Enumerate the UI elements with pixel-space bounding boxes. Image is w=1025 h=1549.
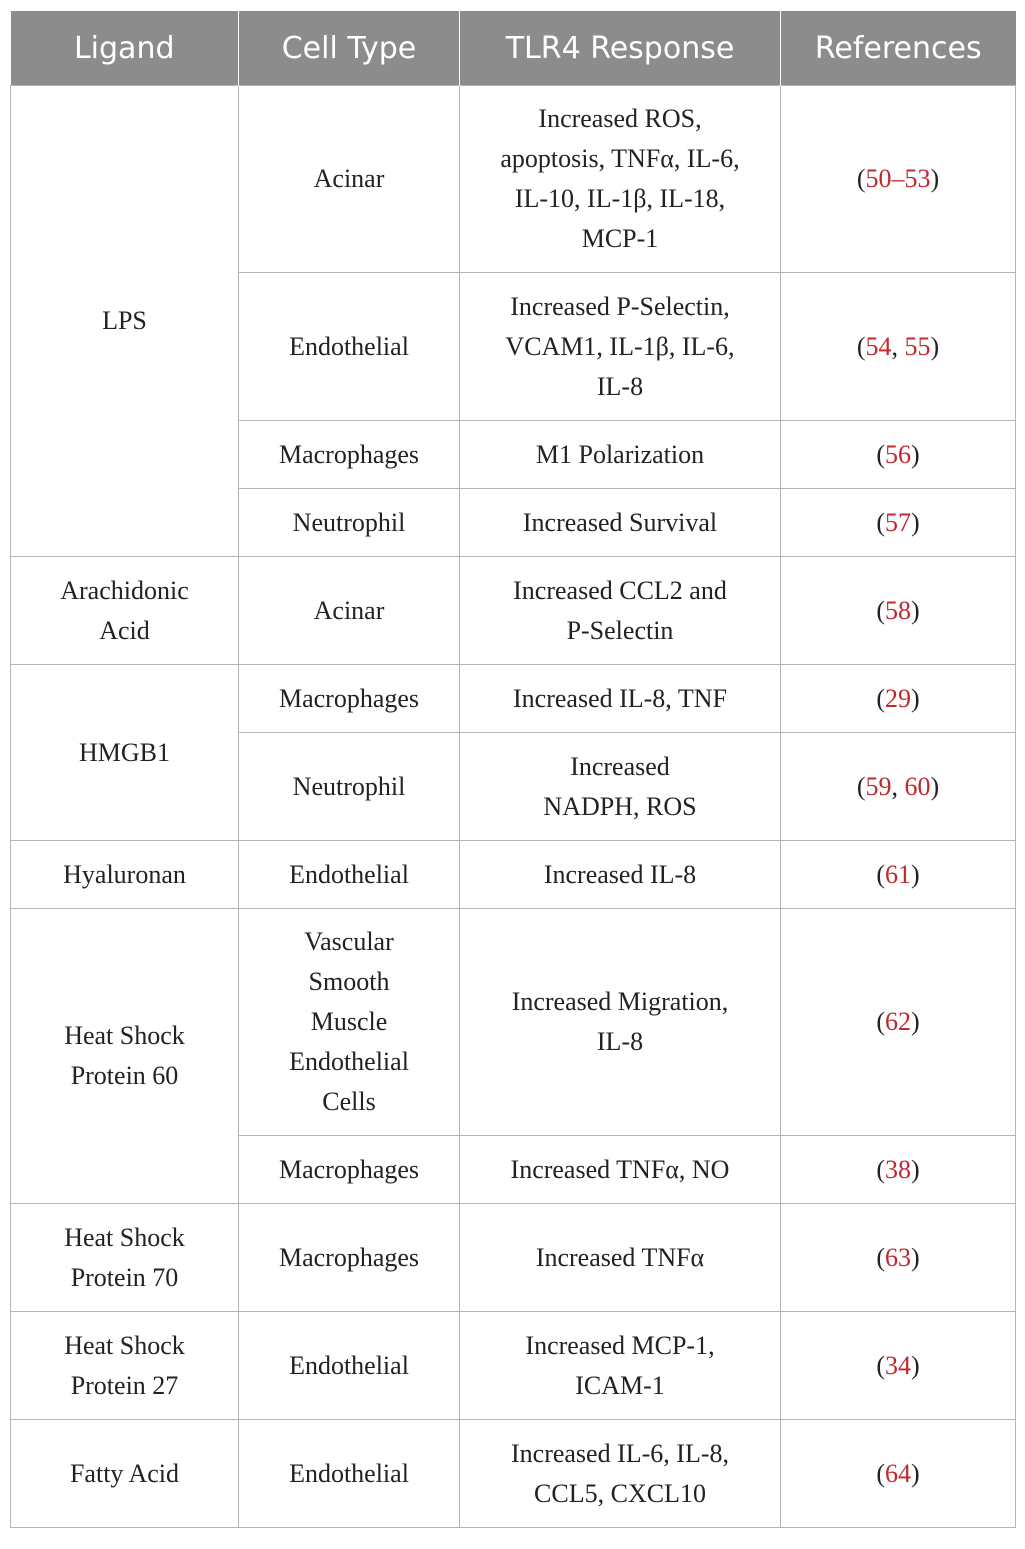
cell-type-cell xyxy=(239,1136,460,1204)
tlr4-response-cell xyxy=(460,909,781,1136)
reference-link[interactable]: 60 xyxy=(904,771,931,801)
cell-type-cell xyxy=(239,489,460,557)
reference-group: (62) xyxy=(876,1007,920,1036)
references-cell xyxy=(781,1312,1016,1420)
reference-link[interactable]: 29 xyxy=(885,683,911,713)
ligand-label-line: Protein 60 xyxy=(70,1061,179,1090)
reference-group: (57) xyxy=(876,507,920,537)
cell-type-line: Muscle xyxy=(310,1007,388,1036)
ligand-cell xyxy=(11,557,239,665)
references-cell xyxy=(781,841,1016,909)
reference-group: (58) xyxy=(876,595,920,625)
response-line: IL-10, IL-1β, IL-18, xyxy=(514,184,726,213)
table-row xyxy=(11,557,1016,665)
reference-link[interactable]: 50–53 xyxy=(865,164,931,193)
response-line: apoptosis, TNFα, IL-6, xyxy=(500,144,740,173)
response-line: Increased xyxy=(570,751,670,781)
table-row xyxy=(11,1312,1016,1420)
response-line: Increased ROS, xyxy=(538,104,702,133)
reference-link[interactable]: 54 xyxy=(865,331,892,361)
reference-link[interactable]: 62 xyxy=(885,1007,911,1036)
ligand-cell xyxy=(11,665,239,841)
cell-type-cell xyxy=(239,1312,460,1420)
header-row xyxy=(11,11,1016,86)
table-row xyxy=(11,1420,1016,1528)
reference-link[interactable]: 38 xyxy=(885,1154,911,1184)
references-cell xyxy=(781,1204,1016,1312)
header-tlr4-response: TLR4 Response xyxy=(460,11,781,86)
reference-link[interactable]: 64 xyxy=(885,1458,911,1488)
header-cell-type: Cell Type xyxy=(239,11,460,86)
response-line: IL-8 xyxy=(596,1027,644,1056)
references-cell xyxy=(781,1136,1016,1204)
references-cell xyxy=(781,489,1016,557)
response-line: MCP-1 xyxy=(581,224,659,253)
reference-link[interactable]: 59 xyxy=(865,771,892,801)
cell-type-line: Macrophages xyxy=(278,1242,420,1272)
tlr4-response-cell xyxy=(460,1420,781,1528)
ligand-label-line: Protein 70 xyxy=(70,1262,179,1292)
cell-type-cell xyxy=(239,273,460,421)
response-line: Increased MCP-1, xyxy=(525,1330,715,1360)
reference-link[interactable]: 58 xyxy=(885,595,911,625)
references-cell xyxy=(781,557,1016,665)
response-line: CCL5, CXCL10 xyxy=(534,1478,706,1508)
reference-group: (59, 60) xyxy=(856,771,940,801)
ligand-label: Hyaluronan xyxy=(63,859,186,889)
cell-type-line: Macrophages xyxy=(278,683,420,713)
ligand-cell xyxy=(11,1312,239,1420)
table-header xyxy=(11,11,1016,86)
response-line: Increased IL-6, IL-8, xyxy=(511,1438,729,1468)
table-row xyxy=(11,1204,1016,1312)
cell-type-cell xyxy=(239,1420,460,1528)
response-line: P-Selectin xyxy=(566,615,674,645)
reference-link[interactable]: 55 xyxy=(904,331,931,361)
ligand-label-line: Heat Shock xyxy=(64,1330,185,1360)
tlr4-response-cell xyxy=(460,665,781,733)
cell-type-line: Acinar xyxy=(313,164,385,193)
response-line: VCAM1, IL-1β, IL-6, xyxy=(505,331,735,361)
response-line: IL-8 xyxy=(596,371,644,401)
table-row xyxy=(11,909,1016,1136)
cell-type-line: Endothelial xyxy=(289,1047,409,1076)
reference-group: (34) xyxy=(876,1350,920,1380)
response-line: Increased IL-8 xyxy=(543,859,697,889)
reference-group: (54, 55) xyxy=(856,331,940,361)
ligand-label: HMGB1 xyxy=(78,737,170,767)
table-row xyxy=(11,665,1016,733)
references-cell xyxy=(781,86,1016,273)
ligand-cell xyxy=(11,86,239,557)
tlr4-response-cell xyxy=(460,1204,781,1312)
tlr4-response-cell xyxy=(460,1136,781,1204)
ligand-cell xyxy=(11,1420,239,1528)
response-line: ICAM-1 xyxy=(575,1370,665,1400)
cell-type-line: Macrophages xyxy=(278,439,420,469)
response-line: Increased IL-8, TNF xyxy=(513,683,727,713)
cell-type-line: Endothelial xyxy=(289,331,409,361)
header-references: References xyxy=(781,11,1016,86)
reference-link[interactable]: 63 xyxy=(885,1242,911,1272)
tlr4-response-cell xyxy=(460,86,781,273)
response-line: Increased P-Selectin, xyxy=(510,291,730,321)
ligand-cell xyxy=(11,1204,239,1312)
reference-group: (63) xyxy=(876,1242,920,1272)
cell-type-line: Endothelial xyxy=(289,859,409,889)
ligand-label-line: Arachidonic xyxy=(60,575,189,605)
cell-type-line: Vascular xyxy=(304,927,394,956)
cell-type-cell xyxy=(239,86,460,273)
ligand-label-line: Acid xyxy=(99,615,150,645)
cell-type-line: Neutrophil xyxy=(292,507,406,537)
table-row xyxy=(11,86,1016,273)
tlr4-response-cell xyxy=(460,733,781,841)
references-cell xyxy=(781,733,1016,841)
references-cell xyxy=(781,273,1016,421)
reference-link[interactable]: 34 xyxy=(885,1350,911,1380)
reference-group: (38) xyxy=(876,1154,920,1184)
tlr4-response-cell xyxy=(460,421,781,489)
response-line: Increased TNFα, NO xyxy=(510,1154,730,1184)
cell-type-line: Endothelial xyxy=(289,1350,409,1380)
cell-type-cell xyxy=(239,421,460,489)
cell-type-line: Endothelial xyxy=(289,1458,409,1488)
reference-group: (50–53) xyxy=(856,164,940,193)
ligand-label-line: Heat Shock xyxy=(64,1222,185,1252)
table-row xyxy=(11,841,1016,909)
cell-type-cell xyxy=(239,1204,460,1312)
reference-link[interactable]: 61 xyxy=(885,859,911,889)
reference-group: (64) xyxy=(876,1458,920,1488)
reference-group: (29) xyxy=(876,683,920,713)
references-cell xyxy=(781,1420,1016,1528)
response-line: Increased Migration, xyxy=(511,987,729,1016)
references-cell xyxy=(781,909,1016,1136)
reference-link[interactable]: 57 xyxy=(885,507,911,537)
response-line: Increased Survival xyxy=(522,507,718,537)
cell-type-cell xyxy=(239,665,460,733)
tlr4-response-cell xyxy=(460,557,781,665)
cell-type-cell xyxy=(239,733,460,841)
ligand-label: LPS xyxy=(102,306,147,335)
ligand-label: Fatty Acid xyxy=(69,1458,180,1488)
response-line: Increased CCL2 and xyxy=(513,575,727,605)
cell-type-cell xyxy=(239,909,460,1136)
references-cell xyxy=(781,665,1016,733)
cell-type-line: Cells xyxy=(322,1087,376,1116)
cell-type-cell xyxy=(239,557,460,665)
ligand-label-line: Heat Shock xyxy=(64,1021,185,1050)
tlr4-response-cell xyxy=(460,273,781,421)
cell-type-line: Macrophages xyxy=(278,1154,420,1184)
cell-type-line: Neutrophil xyxy=(292,771,406,801)
ligand-cell xyxy=(11,841,239,909)
tlr4-response-cell xyxy=(460,489,781,557)
response-line: NADPH, ROS xyxy=(543,791,697,821)
response-line: Increased TNFα xyxy=(535,1242,705,1272)
table-body xyxy=(11,86,1016,1528)
ligand-label-line: Protein 27 xyxy=(70,1370,179,1400)
references-cell xyxy=(781,421,1016,489)
tlr4-response-cell xyxy=(460,841,781,909)
tlr4-ligand-table xyxy=(10,11,1016,1528)
response-line: M1 Polarization xyxy=(535,439,705,469)
cell-type-line: Smooth xyxy=(308,967,390,996)
ligand-cell xyxy=(11,909,239,1204)
cell-type-line: Acinar xyxy=(313,595,385,625)
tlr4-response-cell xyxy=(460,1312,781,1420)
reference-link[interactable]: 56 xyxy=(885,439,911,469)
reference-group: (61) xyxy=(876,859,920,889)
cell-type-cell xyxy=(239,841,460,909)
reference-group: (56) xyxy=(876,439,920,469)
header-ligand: Ligand xyxy=(11,11,239,86)
